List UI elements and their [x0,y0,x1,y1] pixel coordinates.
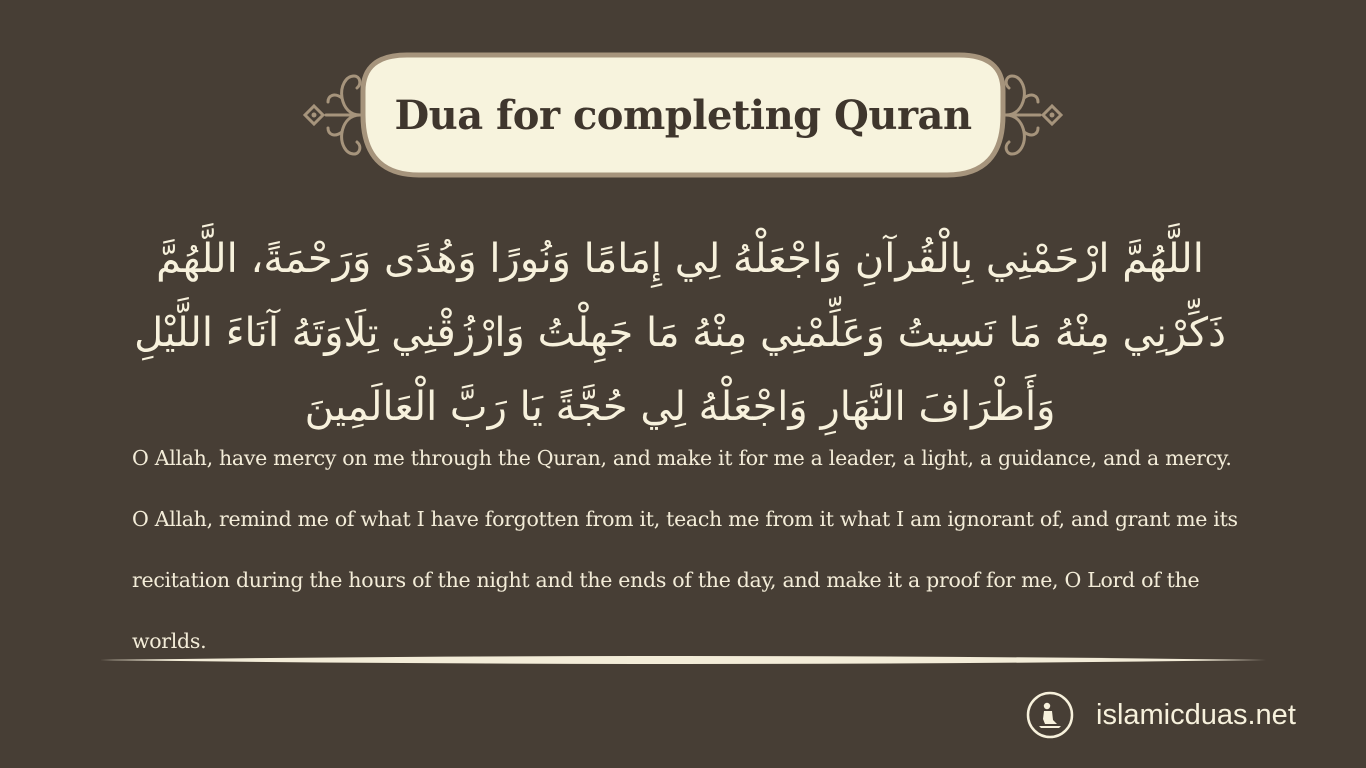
praying-person-icon [1026,691,1074,739]
page-title: Dua for completing Quran [394,91,972,139]
brand-name: islamicduas.net [1096,698,1296,731]
right-ornament-icon [998,62,1068,168]
arabic-dua-text: اللَّهُمَّ ارْحَمْنِي بِالْقُرآنِ وَاجْعَلْهُ لِي إِمَامًا وَنُورًا وَهُدًى وَرَحْمَةً، اللَّهُمَّ ذَكِّرْنِي مِنْهُ مَا نَسِيتُ وَعَلِّمْنِي مِنْهُ مَا جَهِلْتُ وَارْزُقْنِي تِلَاوَتَهُ آنَاءَ اللَّيْلِ وَأَطْرَافَ النَّهَارِ وَاجْعَلْهُ لِي حُجَّةً يَا رَبَّ الْعَالَمِينَ [134,236,1226,430]
english-translation: O Allah, have mercy on me through the Quran, and make it for me a leader, a light, a guidance, and a mercy. O Allah, remind me of what I have forgotten from it, teach me from it what I am ignorant of, and grant me its recitation during the hours of the night and the ends of the day, and make it a proof for me, O Lord of the worlds. [132,446,1238,653]
brand [1026,691,1296,739]
left-ornament-icon [298,62,368,168]
divider [100,652,1266,668]
